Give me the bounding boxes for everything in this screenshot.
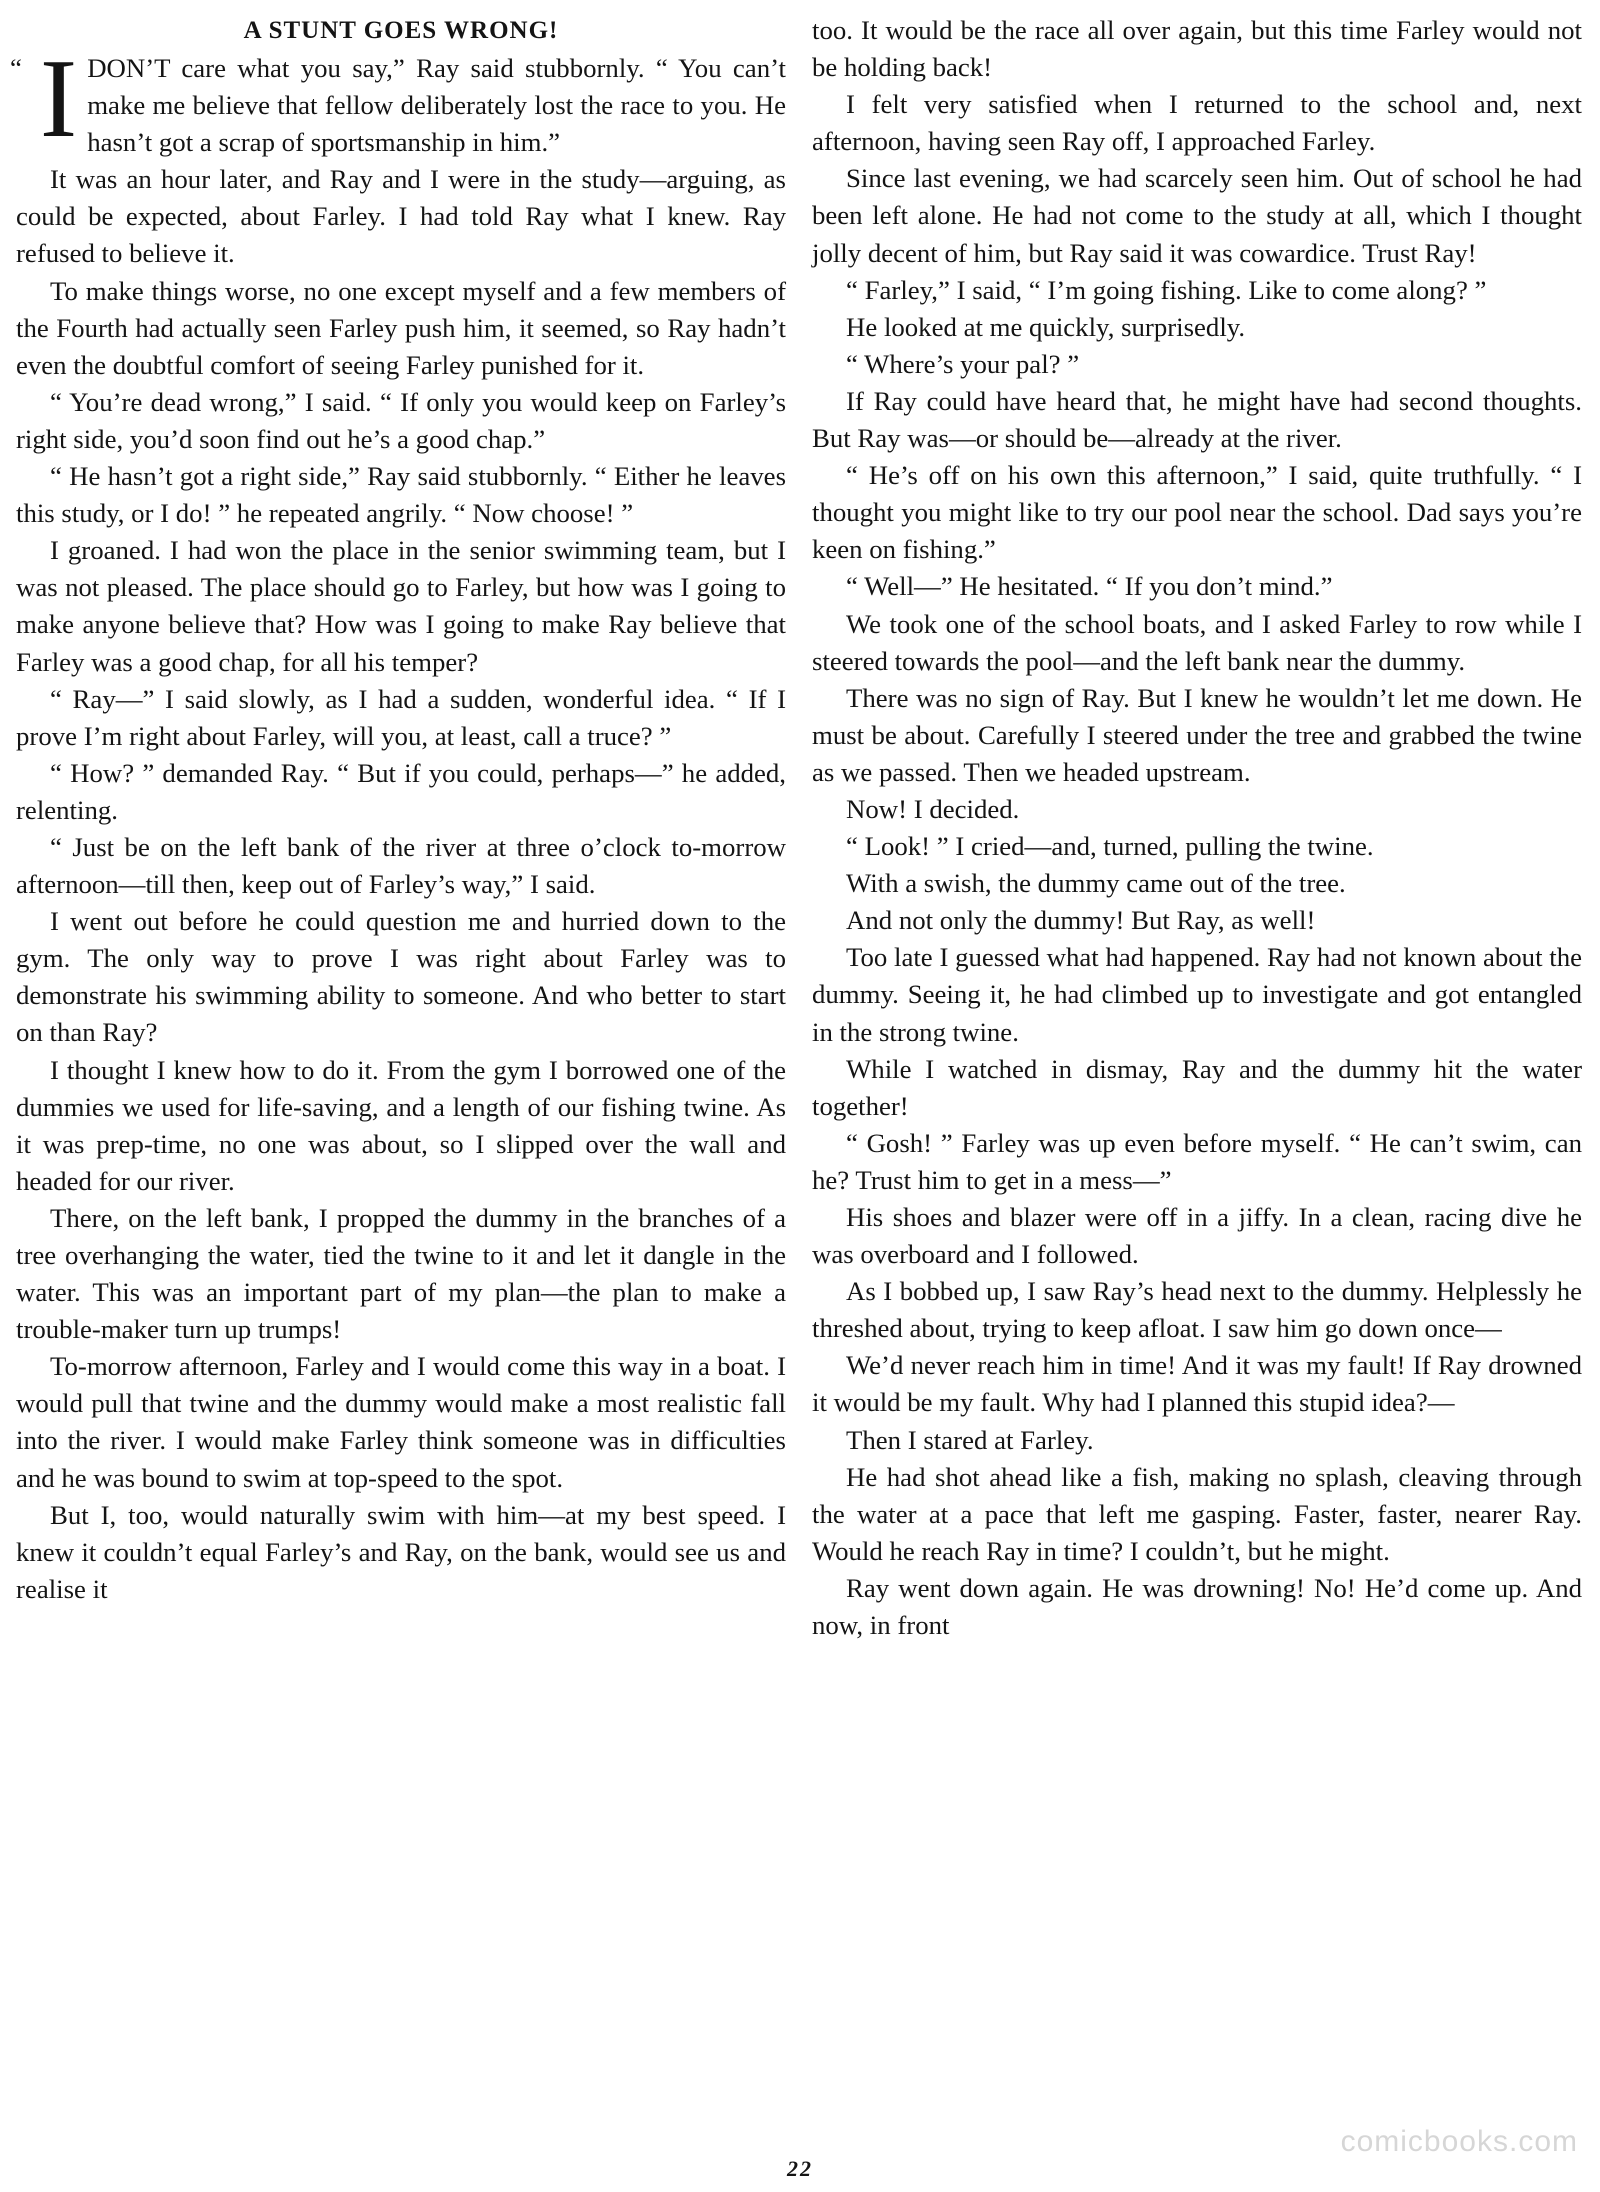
right-paragraph: His shoes and blazer were off in a jiffy. In a clean, racing dive he was overboard and I followed. [812, 1202, 1582, 1270]
right-paragraph: Now! I decided. [846, 793, 1020, 824]
story-heading: A STUNT GOES WRONG! [243, 17, 559, 44]
left-paragraph: “ He hasn’t got a right side,” Ray said stubbornly. “ Either he leaves this study, or I do! ” he repeated angrily. “ Now choose! ” [16, 461, 786, 529]
right-paragraph: If Ray could have heard that, he might have had second thoughts. But Ray was—or should be—already at the river. [812, 385, 1582, 454]
page-number: 22 [787, 2156, 813, 2181]
left-paragraph: But I, too, would naturally swim with him—at my best speed. I knew it couldn’t equal Farley’s and Ray, on the bank, would see us and realise it [16, 1499, 786, 1604]
right-paragraph: “ Gosh! ” Farley was up even before myself. “ He can’t swim, can he? Trust him to get in a mess—” [812, 1127, 1582, 1195]
right-paragraph: With a swish, the dummy came out of the tree. [846, 868, 1346, 899]
right-paragraph: Ray went down again. He was drowning! No! He’d come up. And now, in front [812, 1572, 1582, 1641]
left-paragraph: To make things worse, no one except myself and a few members of the Fourth had actually seen Farley push him, it seemed, so Ray hadn’t even the doubtful comfort of seeing Farley punished for it. [16, 275, 786, 380]
left-column [10, 12, 786, 1608]
right-paragraph: He had shot ahead like a fish, making no splash, cleaving through the water at a pace that left me gasping. Faster, faster, nearer Ray. Would he reach Ray in time? I couldn’t, but he might. [812, 1461, 1582, 1566]
opening-quote-mark: “ [10, 53, 22, 83]
right-paragraph: While I watched in dismay, Ray and the dummy hit the water together! [812, 1053, 1582, 1121]
right-paragraph: He looked at me quickly, surprisedly. [846, 311, 1246, 342]
left-paragraph: “ Just be on the left bank of the river at three o’clock to-morrow afternoon—till then, keep out of Farley’s way,” I said. [16, 831, 786, 900]
right-paragraph: too. It would be the race all over again, but this time Farley would not be holding back! [812, 15, 1582, 83]
right-paragraph: As I bobbed up, I saw Ray’s head next to the dummy. Helplessly he threshed about, trying to keep afloat. I saw him go down once— [812, 1276, 1582, 1344]
right-paragraph: Too late I guessed what had happened. Ray had not known about the dummy. Seeing it, he had climbed up to investigate and got entangled in the strong twine. [812, 942, 1582, 1047]
right-paragraph: We took one of the school boats, and I asked Farley to row while I steered towards the pool—and the left bank near the dummy. [812, 608, 1582, 676]
opening-paragraph-text: DON’T care what you say,” Ray said stubbornly. “ You can’t make me believe that fellow deliberately lost the race to you. He hasn’t got a scrap of sportsmanship in him.” [87, 53, 786, 158]
site-watermark: comicbooks.com [1340, 2125, 1578, 2158]
left-paragraph: “ You’re dead wrong,” I said. “ If only you would keep on Farley’s right side, you’d soon find out he’s a good chap.” [16, 386, 786, 454]
right-paragraph: Then I stared at Farley. [846, 1424, 1094, 1455]
right-paragraph: “ Well—” He hesitated. “ If you don’t mind.” [846, 571, 1333, 602]
left-paragraph: “ Ray—” I said slowly, as I had a sudden, wonderful idea. “ If I prove I’m right about Farley, will you, at least, call a truce? ” [16, 683, 786, 751]
drop-cap-letter: I [39, 37, 78, 161]
left-paragraph: I thought I knew how to do it. From the gym I borrowed one of the dummies we used for life-saving, and a length of our fishing twine. As it was prep-time, no one was about, so I slipped over the wall and headed for our river. [16, 1054, 786, 1196]
left-paragraph: It was an hour later, and Ray and I were in the study—arguing, as could be expected, about Farley. I had told Ray what I knew. Ray refused to believe it. [16, 164, 786, 269]
right-column [812, 12, 1582, 1644]
left-paragraph: To-morrow afternoon, Farley and I would come this way in a boat. I would pull that twine and the dummy would make a most realistic fall into the river. I would make Farley think someone was in difficulties and he was bound to swim at top-speed to the spot. [16, 1351, 786, 1493]
right-paragraph: “ Where’s your pal? ” [846, 348, 1080, 379]
story-opening-paragraph [10, 37, 786, 161]
right-paragraph: “ He’s off on his own this afternoon,” I said, quite truthfully. “ I thought you might like to try our pool near the school. Dad says you’re keen on fishing.” [812, 460, 1582, 565]
right-paragraph: “ Look! ” I cried—and, turned, pulling the twine. [846, 831, 1374, 862]
right-paragraph: There was no sign of Ray. But I knew he wouldn’t let me down. He must be about. Carefully I steered under the tree and grabbed the twine as we passed. Then we headed upstream. [812, 682, 1582, 787]
right-paragraph: We’d never reach him in time! And it was my fault! If Ray drowned it would be my fault. Why had I planned this stupid idea?— [812, 1350, 1582, 1418]
right-paragraph: I felt very satisfied when I returned to the school and, next afternoon, having seen Ray off, I approached Farley. [812, 89, 1582, 157]
left-paragraph: “ How? ” demanded Ray. “ But if you could, perhaps—” he added, relenting. [16, 757, 786, 825]
left-paragraph: There, on the left bank, I propped the dummy in the branches of a tree overhanging the water, tied the twine to it and let it dangle in the water. This was an important part of my plan—the plan to make a trouble-maker turn up trumps! [16, 1202, 786, 1345]
right-paragraph: Since last evening, we had scarcely seen him. Out of school he had been left alone. He had not come to the study at all, which I thought jolly decent of him, but Ray said it was cowardice. Trust Ray! [812, 163, 1582, 268]
left-paragraph: I went out before he could question me and hurried down to the gym. The only way to prove I was right about Farley was to demonstrate his swimming ability to someone. And who better to start on than Ray? [16, 906, 786, 1048]
right-paragraph: And not only the dummy! But Ray, as well! [846, 905, 1316, 936]
left-paragraph: I groaned. I had won the place in the senior swimming team, but I was not pleased. The place should go to Farley, but how was I going to make anyone believe that? How was I going to make Ray believe that Farley was a good chap, for all his temper? [16, 535, 786, 677]
right-paragraph: “ Farley,” I said, “ I’m going fishing. Like to come along? ” [846, 274, 1487, 305]
